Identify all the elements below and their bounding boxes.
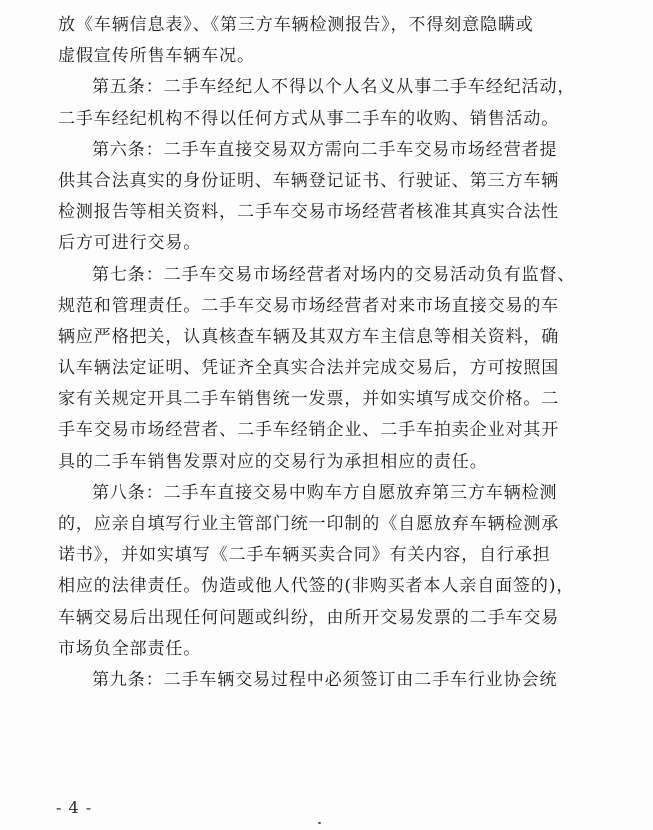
article-7-start: 第七条：二手车交易市场经营者对场内的交易活动负有监督、: [92, 264, 576, 285]
text-line: 的，应亲自填写行业主管部门统一印制的《自愿放弃车辆检测承: [58, 514, 560, 534]
text-line: 后方可进行交易。: [58, 233, 202, 254]
text-line: 市场负全部责任。: [58, 638, 202, 659]
scan-speck: [318, 822, 321, 824]
text-line: 放《车辆信息表》、《第三方车辆检测报告》，不得刻意隐瞒或: [58, 15, 534, 35]
article-9-start: 第九条：二手车辆交易过程中必须签订由二手车行业协会统: [92, 669, 558, 690]
text-line: 检测报告等相关资料，二手车交易市场经营者核准其真实合法性: [58, 202, 560, 223]
document-body: [58, 10, 618, 696]
article-8-start: 第八条：二手车直接交易中购车方自愿放弃第三方车辆检测: [92, 482, 558, 503]
text-line: 家有关规定开具二手车销售统一发票，并如实填写成交价格。二: [58, 389, 560, 410]
text-line: 二手车经纪机构不得以任何方式从事二手车的收购、销售活动。: [58, 108, 560, 129]
text-line: 供其合法真实的身份证明、车辆登记证书、行驶证、第三方车辆: [58, 170, 560, 191]
article-6-start: 第六条：二手车直接交易双方需向二手车交易市场经营者提: [92, 139, 558, 160]
text-line: 具的二手车销售发票对应的交易行为承担相应的责任。: [58, 451, 488, 472]
text-line: 相应的法律责任。伪造或他人代签的(非购买者本人亲自面签的)，: [58, 576, 575, 597]
text-line: 辆应严格把关，认真核查车辆及其双方车主信息等相关资料，确: [58, 326, 560, 347]
page-number: - 4 -: [56, 798, 93, 817]
text-line: 虚假宣传所售车辆车况。: [58, 46, 255, 67]
text-line: 诺书》，并如实填写《二手车辆买卖合同》有关内容，自行承担: [58, 545, 551, 566]
article-5-start: 第五条：二手车经纪人不得以个人名义从事二手车经纪活动，: [92, 77, 576, 98]
text-line: 认车辆法定证明、凭证齐全真实合法并完成交易后，方可按照国: [58, 358, 560, 379]
text-line: 规范和管理责任。二手车交易市场经营者对来市场直接交易的车: [58, 295, 560, 316]
text-line: 手车交易市场经营者、二手车经销企业、二手车拍卖企业对其开: [58, 420, 560, 441]
text-line: 车辆交易后出现任何问题或纠纷，由所开交易发票的二手车交易: [58, 607, 560, 628]
